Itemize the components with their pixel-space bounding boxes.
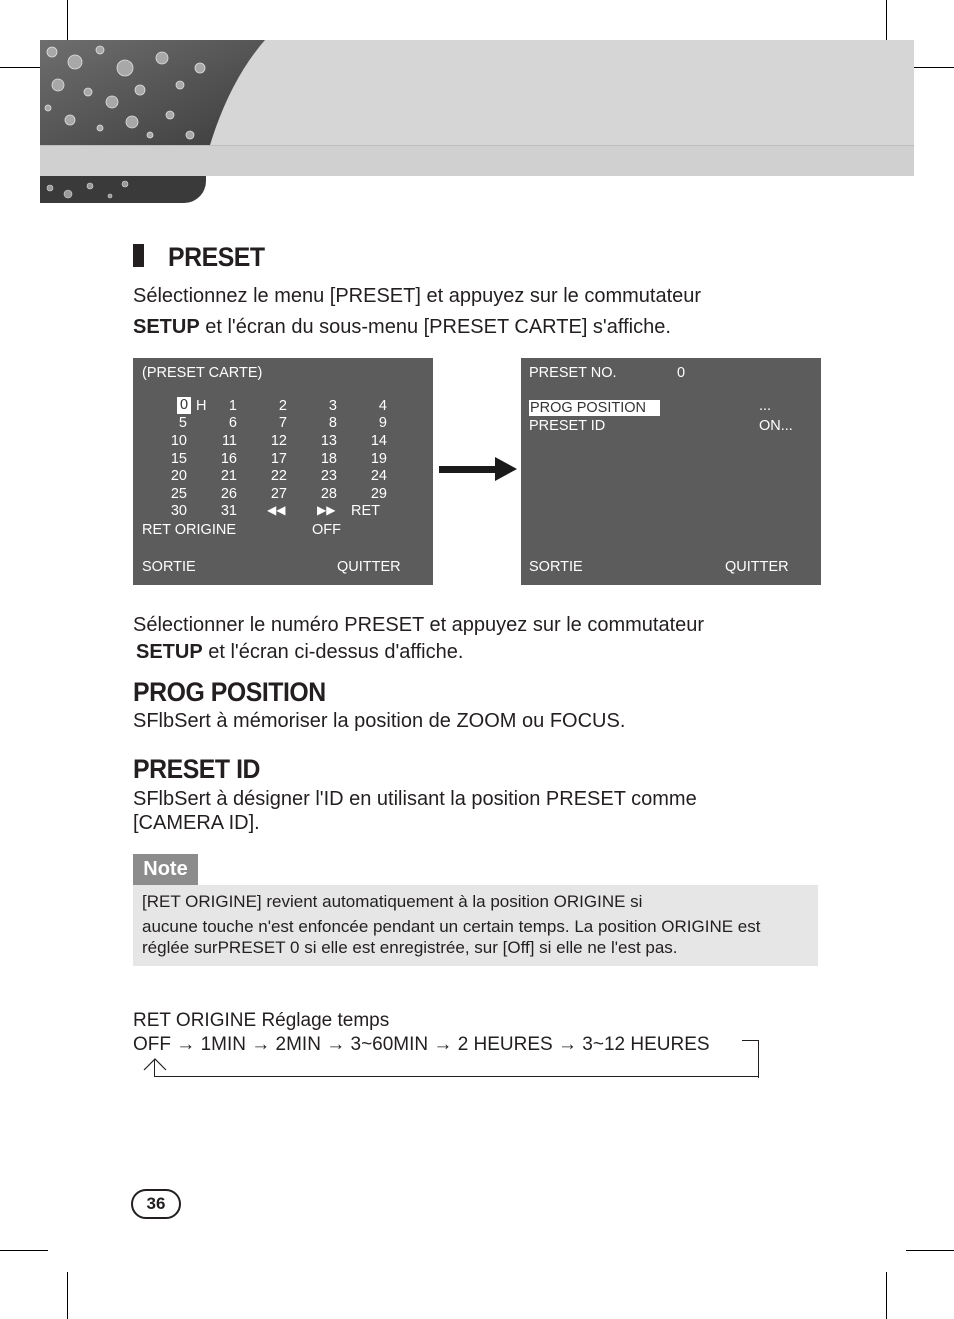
preset-number: 28 — [320, 486, 337, 502]
preset-number: 10 — [170, 433, 187, 449]
ret-origine-value: OFF — [312, 522, 341, 538]
crop-mark — [0, 1250, 48, 1251]
crop-mark — [67, 1272, 68, 1319]
next-page-icon: ▶▶ — [317, 503, 336, 517]
preset-id-body-line-1: SFlbSert à désigner l'ID en utilisant la position PRESET comme — [133, 788, 697, 810]
header-tab — [40, 176, 206, 203]
timing-step: 2MIN — [275, 1034, 321, 1055]
crop-mark — [906, 1250, 954, 1251]
preset-carte-screen — [133, 358, 433, 585]
prog-position-value: ... — [759, 398, 772, 414]
note-line-1: [RET ORIGINE] revient automatiquement à la position ORIGINE si — [142, 892, 643, 911]
arrow-icon: → — [176, 1034, 196, 1055]
select-line-1: Sélectionner le numéro PRESET et appuyez sur le commutateur — [133, 614, 705, 636]
section-title: PRESET — [168, 242, 265, 272]
preset-number: 8 — [328, 415, 337, 431]
preset-number: 12 — [270, 433, 287, 449]
timing-step: 2 HEURES — [457, 1034, 553, 1055]
preset-number: 4 — [378, 398, 387, 414]
preset-number: 18 — [320, 451, 337, 467]
header-strip — [40, 145, 914, 176]
select-line-2-text: et l'écran ci-dessus d'affiche. — [202, 641, 464, 663]
timing-step: 3~12 HEURES — [582, 1034, 710, 1055]
water-drops-small-decoration — [40, 176, 206, 203]
preset-number: 5 — [178, 415, 187, 431]
preset-id-label: PRESET ID — [529, 418, 606, 434]
preset-number: 25 — [170, 486, 187, 502]
intro-line-2-text: et l'écran du sous-menu [PRESET CARTE] s'affiche. — [199, 316, 671, 338]
timing-step: OFF — [133, 1034, 171, 1055]
section-marker — [133, 244, 144, 267]
timing-title: RET ORIGINE Réglage temps — [133, 1010, 390, 1031]
preset-number: 26 — [220, 486, 237, 502]
preset-number: 30 — [170, 503, 187, 519]
screen-title: (PRESET CARTE) — [142, 365, 263, 381]
preset-number: 7 — [278, 415, 287, 431]
crop-mark — [886, 1272, 887, 1319]
preset-number: 21 — [220, 468, 237, 484]
preset-number: 13 — [320, 433, 337, 449]
preset-number: 3 — [328, 398, 337, 414]
preset-id-value: ON... — [759, 418, 793, 434]
ret-label: RET — [351, 503, 380, 519]
loop-arrow-up-icon — [143, 1057, 167, 1071]
preset-number: 19 — [370, 451, 387, 467]
note-line-2: aucune touche n'est enfoncée pendant un certain temps. La position ORIGINE est — [142, 917, 761, 936]
exit-label: SORTIE — [142, 559, 196, 575]
quit-label: QUITTER — [725, 559, 789, 575]
preset-number: 27 — [270, 486, 287, 502]
preset-no-value: 0 — [677, 365, 686, 381]
home-marker: H — [196, 398, 207, 414]
prog-position-label: PROG POSITION — [529, 400, 660, 416]
arrow-icon: → — [558, 1034, 577, 1055]
preset-number: 31 — [220, 503, 237, 519]
preset-id-body-line-2: [CAMERA ID]. — [133, 812, 260, 834]
arrow-shaft — [439, 466, 499, 473]
preset-number: 14 — [370, 433, 387, 449]
preset-id-title: PRESET ID — [133, 754, 260, 784]
current-preset-number: 0 — [180, 397, 189, 413]
loop-line-bottom — [154, 1076, 759, 1077]
prog-position-body: SFlbSert à mémoriser la position de ZOOM ou FOCUS. — [133, 710, 626, 732]
preset-number: 29 — [370, 486, 387, 502]
preset-no-label: PRESET NO. — [529, 365, 617, 381]
preset-number: 2 — [278, 398, 287, 414]
select-line-2 — [136, 640, 463, 664]
preset-number: 20 — [170, 468, 187, 484]
preset-number: 1 — [228, 398, 237, 414]
page-number: 36 — [131, 1189, 181, 1219]
preset-number: 17 — [270, 451, 287, 467]
right-arrow-icon — [495, 457, 517, 481]
arrow-icon: → — [433, 1034, 453, 1055]
intro-line-1: Sélectionnez le menu [PRESET] et appuyez sur le commutateur — [133, 285, 702, 307]
arrow-icon: → — [326, 1034, 346, 1055]
setup-keyword: SETUP — [133, 316, 200, 338]
water-drops-decoration — [40, 40, 270, 145]
preset-number: 9 — [378, 415, 387, 431]
prog-position-title: PROG POSITION — [133, 677, 326, 707]
timing-step: 1MIN — [200, 1034, 246, 1055]
preset-number: 11 — [221, 433, 237, 449]
intro-line-2 — [133, 315, 671, 339]
loop-line-right — [742, 1040, 759, 1078]
preset-number: 6 — [228, 415, 237, 431]
preset-number: 23 — [320, 468, 337, 484]
note-label: Note — [133, 854, 198, 885]
quit-label: QUITTER — [337, 559, 401, 575]
ret-origine-label: RET ORIGINE — [142, 522, 236, 538]
timing-step: 3~60MIN — [350, 1034, 429, 1055]
setup-keyword: SETUP — [136, 641, 203, 663]
timing-sequence — [133, 1033, 710, 1057]
exit-label: SORTIE — [529, 559, 583, 575]
preset-number-screen — [521, 358, 821, 585]
preset-number: 22 — [270, 468, 287, 484]
previous-page-icon: ◀◀ — [267, 503, 286, 517]
preset-number: 16 — [220, 451, 237, 467]
arrow-icon: → — [251, 1034, 271, 1055]
note-line-3: réglée surPRESET 0 si elle est enregistrée, sur [Off] si elle ne l'est pas. — [142, 938, 678, 957]
preset-number: 24 — [370, 468, 387, 484]
preset-number: 15 — [170, 451, 187, 467]
